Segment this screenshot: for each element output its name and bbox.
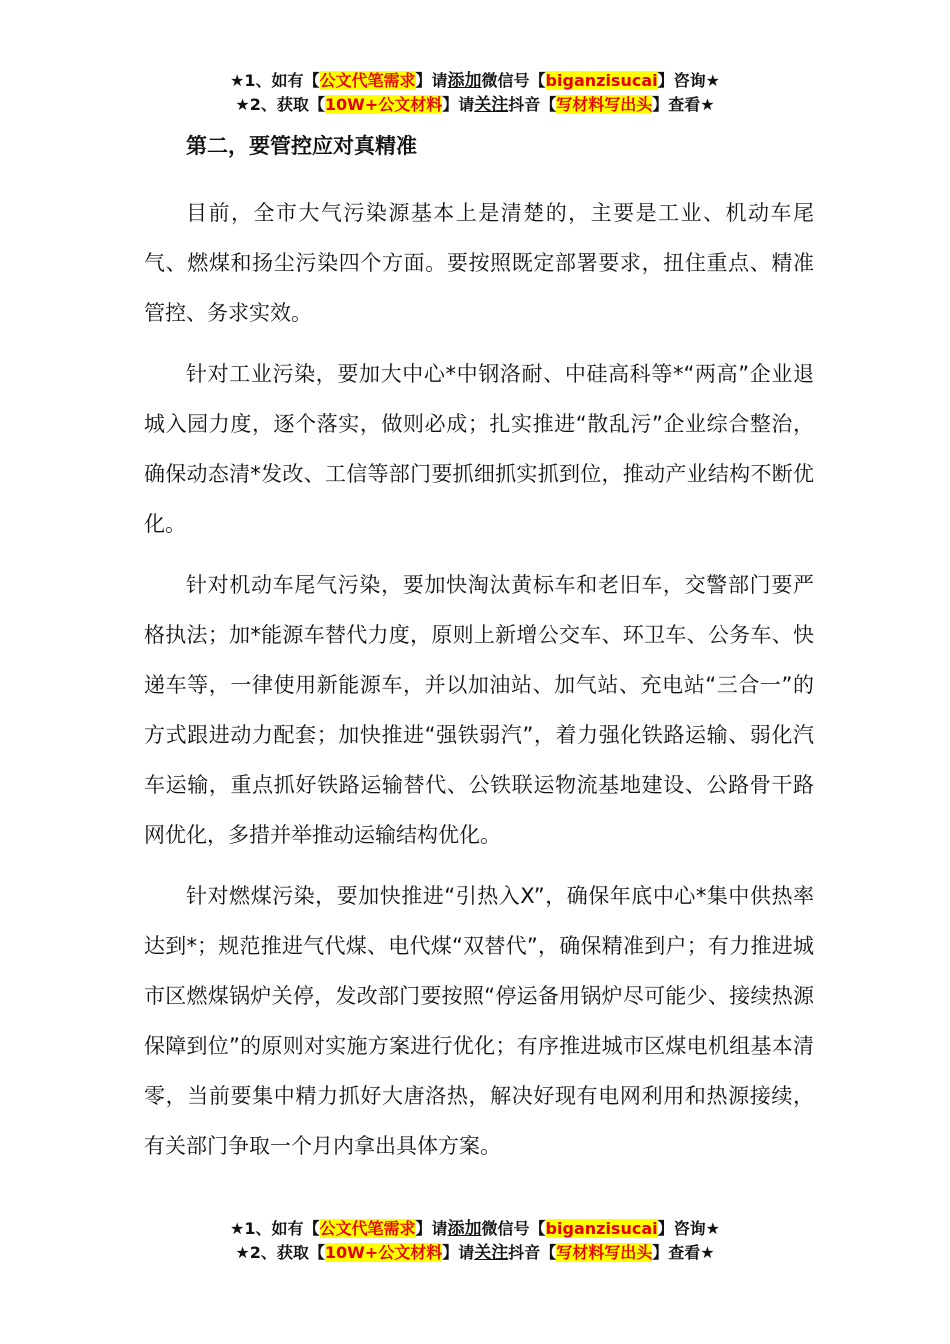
promo-underlined: 关注 bbox=[474, 1243, 509, 1263]
promo-highlight: 写材料写出头 bbox=[556, 1243, 653, 1262]
promo-highlight: 公文代笔需求 bbox=[319, 71, 416, 90]
promo-line-2 bbox=[0, 93, 950, 117]
promo-text: 】请 bbox=[442, 95, 475, 114]
promo-highlight: 公文代笔需求 bbox=[319, 1219, 416, 1238]
promo-text: ★1、如有【 bbox=[230, 71, 320, 90]
paragraph: 针对燃煤污染，要加快推进“引热入X”，确保年底中心*集中供热率达到*；规范推进气代煤、电代煤“双替代”，确保精准到户；有力推进城市区燃煤锅炉关停，发改部门要按照“停运备用锅炉尽可能少、接续热源保障到位”的原则对实施方案进行优化；有序推进城市区煤电机组基本清零，当前要集中精力抓好大唐洛热，解决好现有电网利用和热源接续，有关部门争取一个月内拿出具体方案。 bbox=[144, 884, 814, 1158]
promo-highlight: biganzisucai bbox=[545, 1219, 658, 1238]
promo-text: 】查看★ bbox=[652, 1243, 715, 1262]
promo-highlight: 10W+公文材料 bbox=[324, 95, 443, 114]
promo-text: 】请 bbox=[442, 1243, 475, 1262]
promo-underlined: 关注 bbox=[474, 95, 509, 115]
promo-line-1 bbox=[0, 69, 950, 93]
promo-text: 抖音【 bbox=[508, 1243, 557, 1262]
paragraph: 目前，全市大气污染源基本上是清楚的，主要是工业、机动车尾气、燃煤和扬尘污染四个方面。要按照既定部署要求，扭住重点、精准管控、务求实效。 bbox=[144, 201, 814, 325]
document-body bbox=[144, 126, 814, 1182]
promo-line-2 bbox=[0, 1241, 950, 1265]
promo-line-1 bbox=[0, 1217, 950, 1241]
section-heading: 第二，要管控应对真精准 bbox=[186, 134, 417, 158]
promo-text: 抖音【 bbox=[508, 95, 557, 114]
promo-text: ★2、获取【 bbox=[235, 1243, 325, 1262]
promo-text: ★2、获取【 bbox=[235, 95, 325, 114]
promo-text: ★1、如有【 bbox=[230, 1219, 320, 1238]
promo-banner-bottom bbox=[0, 1217, 950, 1265]
paragraph: 针对工业污染，要加大中心*中钢洛耐、中硅高科等*“两高”企业退城入园力度，逐个落实，做则必成；扎实推进“散乱污”企业综合整治，确保动态清*发改、工信等部门要抓细抓实抓到位，推动产业结构不断优化。 bbox=[144, 362, 814, 536]
promo-text: 】查看★ bbox=[652, 95, 715, 114]
paragraph: 针对机动车尾气污染，要加快淘汰黄标车和老旧车，交警部门要严格执法；加*能源车替代力度，原则上新增公交车、环卫车、公务车、快递车等，一律使用新能源车，并以加油站、加气站、充电站“三合一”的方式跟进动力配套；加快推进“强铁弱汽”，着力强化铁路运输、弱化汽车运输，重点抓好铁路运输替代、公铁联运物流基地建设、公路骨干路网优化，多措并举推动运输结构优化。 bbox=[144, 573, 814, 847]
promo-underlined: 添加 bbox=[447, 1219, 482, 1239]
promo-text: 】咨询★ bbox=[657, 1219, 720, 1238]
promo-banner-top bbox=[0, 69, 950, 117]
promo-highlight: biganzisucai bbox=[545, 71, 658, 90]
promo-text: 】请 bbox=[415, 1219, 448, 1238]
promo-underlined: 添加 bbox=[447, 71, 482, 91]
promo-highlight: 写材料写出头 bbox=[556, 95, 653, 114]
promo-highlight: 10W+公文材料 bbox=[324, 1243, 443, 1262]
promo-text: 微信号【 bbox=[481, 1219, 546, 1238]
promo-text: 】咨询★ bbox=[657, 71, 720, 90]
promo-text: 微信号【 bbox=[481, 71, 546, 90]
promo-text: 】请 bbox=[415, 71, 448, 90]
